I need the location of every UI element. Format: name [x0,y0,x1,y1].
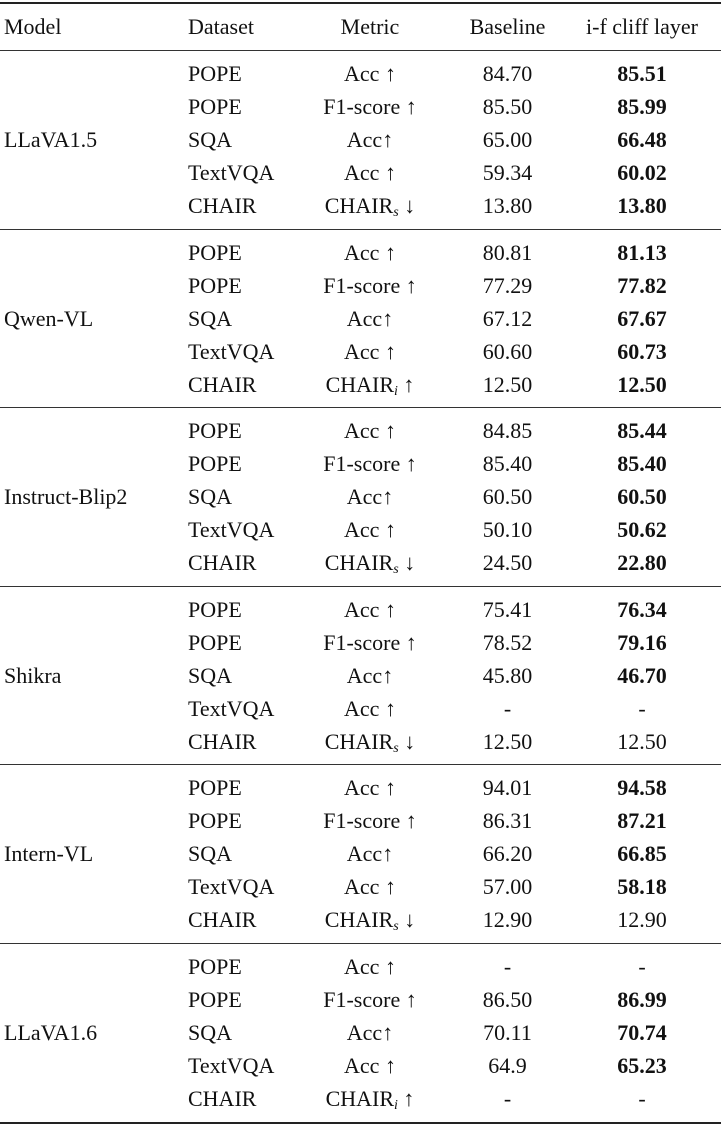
dataset-cell: SQA [188,663,233,688]
header-row [0,10,721,43]
baseline-cell: 86.50 [482,987,533,1012]
baseline-cell: 50.10 [482,517,533,542]
baseline-cell: 66.20 [482,841,533,866]
dataset-cell: POPE [188,418,242,443]
bottom-rule [0,1122,721,1124]
table-row [0,593,721,626]
metric-direction-icon: ↓ [398,193,416,218]
ours-cell: 85.51 [617,61,667,86]
header-baseline: Baseline [469,14,546,39]
baseline-cell: 57.00 [482,874,533,899]
table-row [0,771,721,804]
metric-name: CHAIR [324,907,394,932]
model-name: LLaVA1.5 [4,127,98,152]
table-row [0,513,721,546]
metric-cell: F1-score ↑ [323,630,417,655]
ours-cell: 46.70 [617,663,667,688]
metric-name: CHAIR [325,1086,395,1111]
ours-cell: 12.50 [617,372,667,397]
ours-cell: 87.21 [617,808,667,833]
dataset-cell: TextVQA [188,874,275,899]
metric-cell: Acc ↑ [344,775,396,800]
table-row [0,983,721,1016]
ours-cell: 66.85 [617,841,667,866]
metric-direction-icon: ↓ [398,907,416,932]
metric-cell: F1-score ↑ [323,451,417,476]
dataset-cell: SQA [188,306,233,331]
metric-cell: Acc ↑ [344,874,396,899]
table-row [0,950,721,983]
ours-cell: 13.80 [617,193,667,218]
dataset-cell: TextVQA [188,696,275,721]
dataset-cell: POPE [188,61,242,86]
metric-cell: Acc↑ [346,841,394,866]
metric-cell: Acc ↑ [344,1053,396,1078]
ours-cell: 65.23 [617,1053,667,1078]
metric-subscript: s [393,741,399,756]
header-dataset: Dataset [188,14,254,39]
ours-cell: 81.13 [617,240,667,265]
baseline-cell: 24.50 [482,550,533,575]
table-row [0,903,721,936]
metric-cell: F1-score ↑ [323,987,417,1012]
dataset-cell: SQA [188,127,233,152]
table-row [0,725,721,758]
baseline-cell: 65.00 [482,127,533,152]
metric-cell: Acc ↑ [344,597,396,622]
dataset-cell: POPE [188,273,242,298]
dataset-cell: TextVQA [188,160,275,185]
ours-cell: 85.40 [617,451,667,476]
group-rule [0,586,721,587]
ours-cell: - [638,696,646,721]
ours-cell: 94.58 [617,775,667,800]
ours-cell: 66.48 [617,127,667,152]
metric-name: CHAIR [324,193,394,218]
ours-cell: 70.74 [617,1020,667,1045]
baseline-cell: 67.12 [482,306,533,331]
metric-cell: Acc ↑ [344,517,396,542]
dataset-cell: CHAIR [188,729,257,754]
metric-cell: Acc↑ [346,663,394,688]
metric-direction-icon: ↑ [397,1086,415,1111]
metric-cell: Acc ↑ [344,240,396,265]
ours-cell: 60.50 [617,484,667,509]
metric-subscript: i [394,384,398,399]
baseline-cell: 59.34 [482,160,533,185]
metric-cell [300,725,440,758]
dataset-cell: CHAIR [188,372,257,397]
metric-cell: Acc ↑ [344,160,396,185]
dataset-cell: CHAIR [188,1086,257,1111]
dataset-cell: POPE [188,451,242,476]
metric-subscript: i [394,1098,398,1113]
dataset-cell: POPE [188,954,242,979]
table-row [0,1082,721,1115]
table-row [0,1016,721,1049]
baseline-cell: 13.80 [482,193,533,218]
baseline-cell: 84.70 [482,61,533,86]
dataset-cell: POPE [188,94,242,119]
header-metric: Metric [340,14,400,39]
dataset-cell: POPE [188,240,242,265]
ours-cell: 67.67 [617,306,667,331]
baseline-cell: 94.01 [482,775,533,800]
metric-cell: Acc↑ [346,1020,394,1045]
group-rule [0,943,721,944]
ours-cell: 77.82 [617,273,667,298]
table-row [0,414,721,447]
metric-cell: Acc↑ [346,306,394,331]
dataset-cell: TextVQA [188,517,275,542]
dataset-cell: POPE [188,775,242,800]
header-model: Model [4,14,62,39]
table-row [0,236,721,269]
ours-cell: - [638,1086,646,1111]
metric-cell: F1-score ↑ [323,273,417,298]
metric-cell: Acc ↑ [344,61,396,86]
table-row [0,368,721,401]
ours-cell: 50.62 [617,517,667,542]
baseline-cell: 80.81 [482,240,533,265]
dataset-cell: POPE [188,987,242,1012]
dataset-cell: CHAIR [188,550,257,575]
table-row [0,189,721,222]
metric-cell [300,189,440,222]
metric-cell: Acc ↑ [344,339,396,364]
baseline-cell: 64.9 [488,1053,527,1078]
metric-subscript: s [393,205,399,220]
dataset-cell: POPE [188,630,242,655]
baseline-cell: 70.11 [483,1020,532,1045]
table-row [0,659,721,692]
metric-subscript: s [393,919,399,934]
dataset-cell: CHAIR [188,907,257,932]
table-row [0,1049,721,1082]
ours-cell: 60.02 [617,160,667,185]
ours-cell: 86.99 [617,987,667,1012]
metric-cell: Acc ↑ [344,418,396,443]
table-row [0,335,721,368]
table-row [0,57,721,90]
dataset-cell: TextVQA [188,1053,275,1078]
dataset-cell: POPE [188,597,242,622]
metric-name: CHAIR [324,550,394,575]
dataset-cell: SQA [188,841,233,866]
metric-cell: Acc ↑ [344,696,396,721]
dataset-cell: SQA [188,484,233,509]
dataset-cell: TextVQA [188,339,275,364]
table-row [0,626,721,659]
ours-cell: 85.99 [617,94,667,119]
metric-cell [300,546,440,579]
metric-cell: F1-score ↑ [323,808,417,833]
table-row [0,269,721,302]
baseline-cell: - [503,696,512,721]
model-name: Shikra [4,663,62,688]
table-row [0,804,721,837]
ours-cell: 12.50 [617,729,667,754]
metric-direction-icon: ↓ [398,729,416,754]
baseline-cell: 86.31 [482,808,533,833]
model-name: Qwen-VL [4,306,94,331]
model-name: LLaVA1.6 [4,1020,98,1045]
baseline-cell: 85.50 [482,94,533,119]
metric-cell: Acc ↑ [344,954,396,979]
dataset-cell: SQA [188,1020,233,1045]
top-rule [0,2,721,4]
baseline-cell: 60.50 [482,484,533,509]
table-row [0,480,721,513]
metric-cell: F1-score ↑ [323,94,417,119]
table-row [0,447,721,480]
group-rule [0,764,721,765]
metric-name: CHAIR [324,729,394,754]
ours-cell: 58.18 [617,874,667,899]
table-row [0,90,721,123]
metric-subscript: s [393,562,399,577]
table-row [0,692,721,725]
metric-direction-icon: ↓ [398,550,416,575]
table-row [0,837,721,870]
group-rule [0,229,721,230]
metric-cell [300,903,440,936]
dataset-cell: POPE [188,808,242,833]
model-name: Intern-VL [4,841,94,866]
metric-name: CHAIR [325,372,395,397]
metric-cell [300,368,440,401]
baseline-cell: 85.40 [482,451,533,476]
baseline-cell: 84.85 [482,418,533,443]
table-row [0,546,721,579]
baseline-cell: 45.80 [482,663,533,688]
metric-direction-icon: ↑ [397,372,415,397]
metric-cell: Acc↑ [346,484,394,509]
metric-cell: Acc↑ [346,127,394,152]
ours-cell: 79.16 [617,630,667,655]
baseline-cell: - [503,1086,512,1111]
baseline-cell: 12.50 [482,729,533,754]
metric-cell [300,1082,440,1115]
ours-cell: 60.73 [617,339,667,364]
baseline-cell: 12.90 [482,907,533,932]
ours-cell: 76.34 [617,597,667,622]
table-row [0,870,721,903]
baseline-cell: 78.52 [482,630,533,655]
baseline-cell: 12.50 [482,372,533,397]
baseline-cell: 77.29 [482,273,533,298]
baseline-cell: - [503,954,512,979]
ours-cell: 22.80 [617,550,667,575]
header-rule [0,50,721,51]
model-name: Instruct-Blip2 [4,484,128,509]
table-row [0,156,721,189]
baseline-cell: 60.60 [482,339,533,364]
dataset-cell: CHAIR [188,193,257,218]
ours-cell: - [638,954,646,979]
ours-cell: 12.90 [617,907,667,932]
baseline-cell: 75.41 [482,597,533,622]
table-row [0,123,721,156]
header-ours: i-f cliff layer [586,14,698,39]
ours-cell: 85.44 [617,418,667,443]
group-rule [0,407,721,408]
table-row [0,302,721,335]
